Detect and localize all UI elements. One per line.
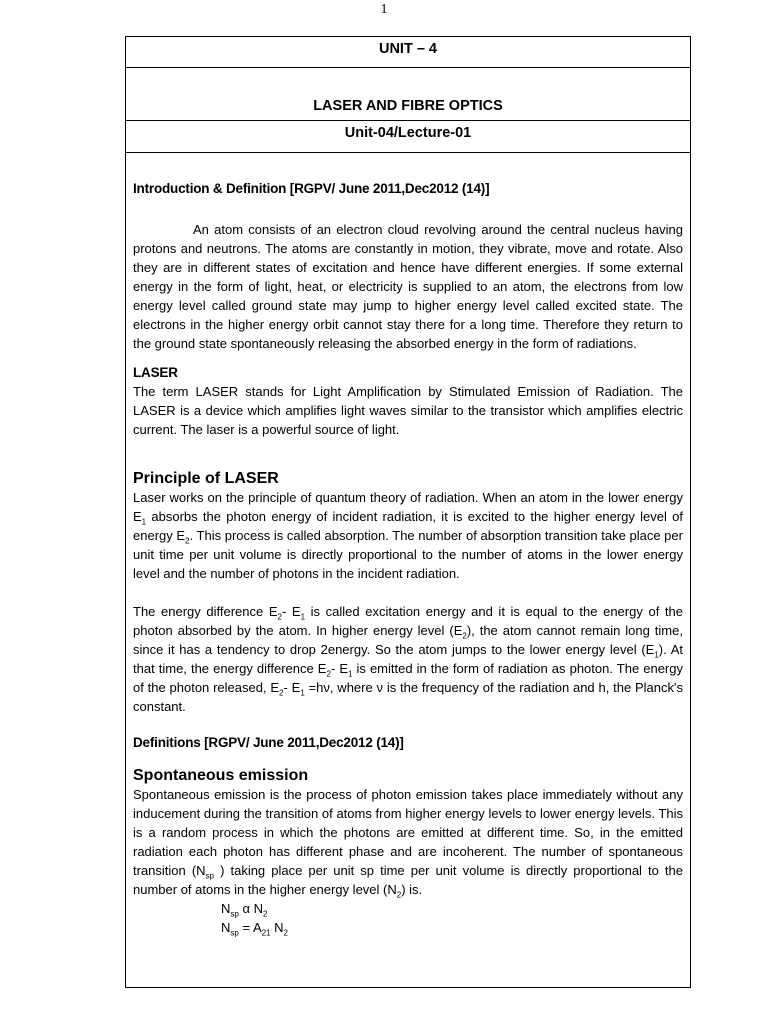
chapter-title: LASER AND FIBRE OPTICS — [126, 68, 690, 121]
intro-paragraph: An atom consists of an electron cloud revolving around the central nucleus having protons and neutrons. The atoms are constantly in motion, they vibrate, move and rotate. Also they are in different states of excitation and hence have different energies. If some external energy in the form of light, heat, or electricity is supplied to an atom, the electrons from low energy level called ground state may jump to higher energy level called excited state. The electrons in the higher energy orbit cannot stay there for a long time. Therefore they return to the ground state spontaneously releasing the absorbed energy in the form of radiations. — [133, 222, 683, 351]
equation-proportional: $N_{sp}$ α $N_2$ — [221, 901, 268, 919]
spontaneous-paragraph: Spontaneous emission is the process of photon emission takes place immediately without any inducement during the transition of atoms from higher energy levels to lower energy levels. This is a random process in which the photons are emitted at different time. So, in the emitted radiation each photon has different phase and are incoherent. The number of spontaneous transition ($N_{sp}$ ) taking place per unit sp time per unit volume is directly proportional to the number of atoms in the higher energy level $(N_2)$ is. — [133, 787, 684, 900]
lecture-heading: Unit-04/Lecture-01 — [126, 121, 690, 153]
unit-heading: UNIT – 4 — [126, 37, 690, 68]
principle-paragraph-1: Laser works on the principle of quantum theory of radiation. When an atom in the lower energy $E_1$ absorbs the photon energy of incident radiation, it is excited to the higher energy level of energy $E_2$. This process is called absorption. The number of absorption transition take place per unit time per unit volume is directly proportional to the number of atoms in the lower energy level and the number of photons in the incident radiation. — [133, 490, 683, 581]
page-number: 1 — [380, 2, 388, 17]
lecture-content — [133, 153, 683, 937]
lecture-frame — [125, 36, 691, 988]
spontaneous-heading: Spontaneous emission — [133, 767, 309, 784]
principle-heading: Principle of LASER — [133, 470, 279, 487]
equation-einstein-coefficient: $N_{sp} = A_{21}$ $N_2$ — [221, 920, 288, 938]
definitions-heading: Definitions [RGPV/ June 2011,Dec2012 (14)] — [133, 735, 404, 750]
laser-heading: LASER — [133, 365, 178, 380]
intro-heading: Introduction & Definition [RGPV/ June 2011,Dec2012 (14)] — [133, 181, 490, 196]
laser-paragraph: The term LASER stands for Light Amplification by Stimulated Emission of Radiation. The LASER is a device which amplifies light waves similar to the transistor which amplifies electric current. The laser is a powerful source of light. — [133, 384, 683, 437]
principle-paragraph-2: The energy difference $E_2-$ $E_1$ is called excitation energy and it is equal to the energy of the photon absorbed by the atom. In higher energy level $(E_2)$, the atom cannot remain long time, since it has a tendency to drop 2energy. So the atom jumps to the lower energy level $(E_1)$. At that time, the energy difference $E_2-$ $E_1$ is emitted in the form of radiation as photon. The energy of the photon released, $E_2-$ $E_1 =h\nu$, where ν is the frequency of the radiation and h, the Planck's constant. — [133, 604, 683, 714]
